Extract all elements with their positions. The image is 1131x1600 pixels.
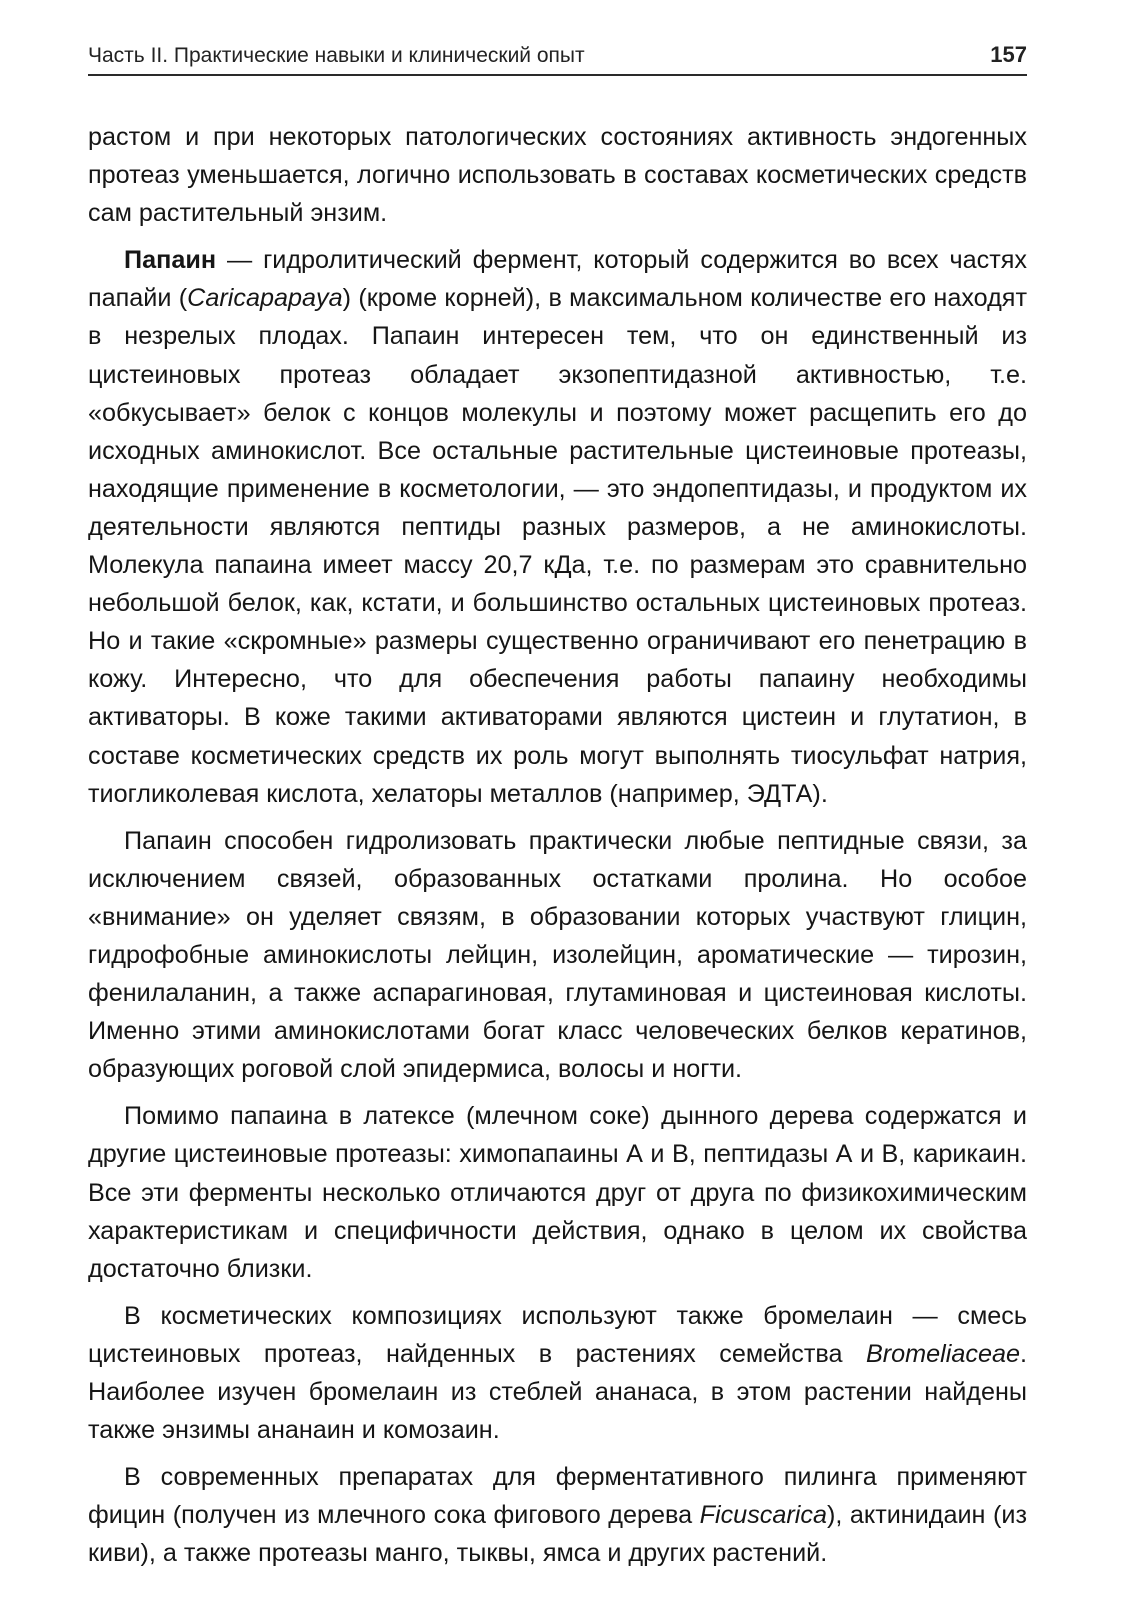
paragraph-4	[88, 1097, 1027, 1287]
latin-name-ficus: Ficuscarica	[699, 1501, 827, 1530]
paragraph-4-text: Помимо папаина в латексе (млечном соке) дынного дерева содержатся и другие цистеиновые протеазы: химопапаины А и В, пептидазы А и В, карикаин. Все эти ферменты несколько отличаются друг от друга по физикохимическим характеристикам и специфичности действия, однако в целом их свойства достаточно близки.	[88, 1102, 1027, 1283]
paragraph-5-text-b: . Наиболее изучен бромелаин из стеблей ананаса, в этом растении найдены также энзимы ананаин и комозаин.	[88, 1339, 1027, 1445]
page-number: 157	[990, 42, 1027, 67]
running-header	[88, 36, 1027, 68]
paragraph-1	[88, 118, 1027, 232]
paragraph-6-text-a: В современных препаратах для ферментативного пилинга применяют фицин (получен из млечного сока фигового дерева	[88, 1463, 1027, 1530]
term-papain: Папаин	[124, 246, 217, 275]
paragraph-3-text: Папаин способен гидролизовать практически любые пептидные связи, за исключением связей, образованных остатками пролина. Но особое «внимание» он уделяет связям, в образовании которых участвуют глицин, гидрофобные аминокислоты лейцин, изолейцин, ароматические — тирозин, фенилаланин, а также аспарагиновая, глутаминовая и цистеиновая кислоты. Именно этими аминокислотами богат класс человеческих белков кератинов, образующих роговой слой эпидермиса, волосы и ногти.	[88, 826, 1027, 1084]
paragraph-5	[88, 1297, 1027, 1449]
body-text	[88, 118, 1027, 1581]
paragraph-2-text-a: — гидролитический фермент, который содержится во всех частях папайи (	[88, 246, 1027, 313]
paragraph-3	[88, 822, 1027, 1089]
chapter-title: Часть II. Практические навыки и клинический опыт	[88, 44, 585, 67]
latin-name-bromeliaceae: Bromeliaceae	[865, 1339, 1020, 1368]
header-rule	[88, 74, 1027, 76]
paragraph-6-text-b: ), актинидаин (из киви), а также протеазы манго, тыквы, ямса и других растений.	[88, 1501, 1027, 1568]
paragraph-2-text-b: ) (кроме корней), в максимальном количестве его находят в незрелых плодах. Папаин интересен тем, что он единственный из цистеиновых протеаз обладает экзопептидазной активностью, т.е. «обкусывает» белок с концов молекулы и поэтому может расщепить его до исходных аминокислот. Все остальные растительные цистеиновые протеазы, находящие применение в косметологии, — это эндопептидазы, и продуктом их деятельности являются пептиды разных размеров, а не аминокислоты. Молекула папаина имеет массу 20,7 кДа, т.е. по размерам это сравнительно небольшой белок, как, кстати, и большинство остальных цистеиновых протеаз. Но и такие «скромные» размеры существенно ограничивают его пенетрацию в кожу. Интересно, что для обеспечения работы папаину необходимы активаторы. В коже такими активаторами являются цистеин и глутатион, в составе косметических средств их роль могут выполнять тиосульфат натрия, тиогликолевая кислота, хелаторы металлов (например, ЭДТА).	[88, 284, 1027, 808]
paragraph-1-text: растом и при некоторых патологических состояниях активность эндогенных протеаз уменьшается, логично использовать в составах косметических средств сам растительный энзим.	[88, 123, 1027, 228]
latin-name-carica: Caricapapaya	[187, 284, 343, 313]
paragraph-5-text-a: В косметических композициях используют также бромелаин — смесь цистеиновых протеаз, найденных в растениях семейства	[88, 1301, 1027, 1368]
paragraph-6	[88, 1458, 1027, 1572]
paragraph-2	[88, 241, 1027, 812]
